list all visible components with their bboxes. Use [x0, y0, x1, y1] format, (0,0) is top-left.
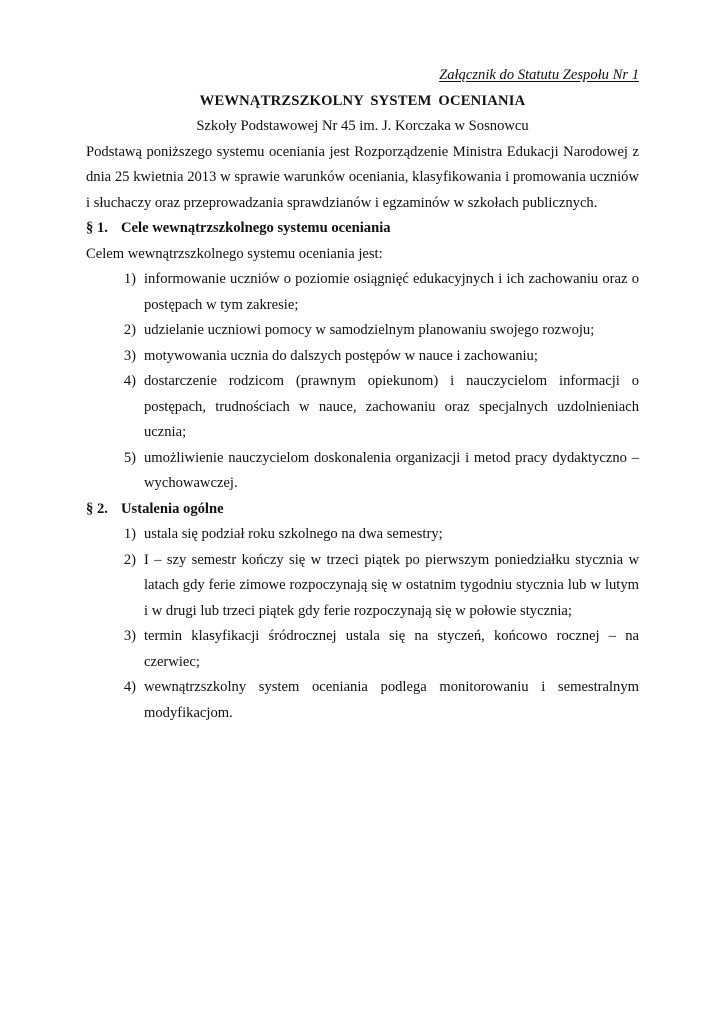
list-marker: 2) [123, 322, 136, 338]
list-item [86, 446, 639, 497]
list-item-text: informowanie uczniów o poziomie osiągnięć edukacyjnych i ich zachowaniu oraz o postępach w tym zakresie; [144, 271, 639, 313]
section-2-list [86, 522, 639, 726]
document-subtitle: Szkoły Podstawowej Nr 45 im. J. Korczaka w Sosnowcu [196, 118, 529, 134]
section-2-heading [86, 497, 639, 523]
section-1-heading [86, 216, 639, 242]
list-item-text: umożliwienie nauczycielom doskonalenia organizacji i metod pracy dydaktyczno – wychowawczej. [144, 449, 639, 491]
list-item [86, 548, 639, 625]
list-item [86, 624, 639, 675]
list-marker: 4) [123, 679, 136, 695]
list-marker: 1) [123, 526, 136, 542]
list-item-text: udzielanie uczniowi pomocy w samodzielnym planowaniu swojego rozwoju; [144, 322, 595, 338]
section-1-list [86, 267, 639, 497]
list-item-text: ustala się podział roku szkolnego na dwa semestry; [144, 526, 443, 542]
section-title: Ustalenia ogólne [121, 500, 224, 517]
section-title: Cele wewnątrzszkolnego systemu oceniania [121, 220, 391, 236]
list-marker: 3) [123, 347, 136, 364]
document-title: WEWNĄTRZSZKOLNY SYSTEM OCENIANIA [199, 92, 526, 109]
list-item [86, 344, 639, 370]
list-item [86, 522, 639, 548]
list-item [86, 318, 639, 344]
section-number: § 2. [86, 500, 108, 517]
list-marker: 4) [123, 373, 136, 389]
list-marker: 3) [123, 628, 136, 644]
list-marker: 1) [123, 271, 136, 287]
intro-paragraph: Podstawą poniższego systemu oceniania jest Rozporządzenie Ministra Edukacji Narodowej z dnia 25 kwietnia 2013 w sprawie warunków oceniania, klasyfikowania i promowania uczniów i słuchaczy oraz przeprowadzania sprawdzianów i egzaminów w szkołach publicznych. [86, 143, 639, 211]
list-item-text: motywowania ucznia do dalszych postępów w nauce i zachowaniu; [144, 347, 538, 364]
list-item-text: wewnątrzszkolny system oceniania podlega monitorowaniu i semestralnym modyfikacjom. [144, 679, 639, 721]
list-item-text: dostarczenie rodzicom (prawnym opiekunom) i nauczycielom informacji o postępach, trudnościach w nauce, zachowaniu oraz specjalnych uzdolnieniach ucznia; [144, 373, 639, 440]
document-page [86, 63, 639, 726]
list-item-text: I – szy semestr kończy się w trzeci piątek po pierwszym poniedziałku stycznia w latach gdy ferie zimowe rozpoczynają się w ostatnim tygodniu stycznia lub w lutym i w drugi lub trzeci piątek gdy ferie rozpoczynają się w połowie stycznia; [144, 551, 639, 619]
list-marker: 5) [123, 449, 136, 466]
section-1-lead: Celem wewnątrzszkolnego systemu oceniania jest: [86, 245, 383, 262]
list-marker: 2) [123, 551, 136, 568]
list-item-text: termin klasyfikacji śródrocznej ustala się na styczeń, końcowo rocznej – na czerwiec; [144, 628, 639, 670]
section-number: § 1. [86, 220, 108, 236]
list-item [86, 369, 639, 446]
list-item [86, 675, 639, 726]
list-item [86, 267, 639, 318]
annex-note: Załącznik do Statutu Zespołu Nr 1 [439, 67, 639, 83]
